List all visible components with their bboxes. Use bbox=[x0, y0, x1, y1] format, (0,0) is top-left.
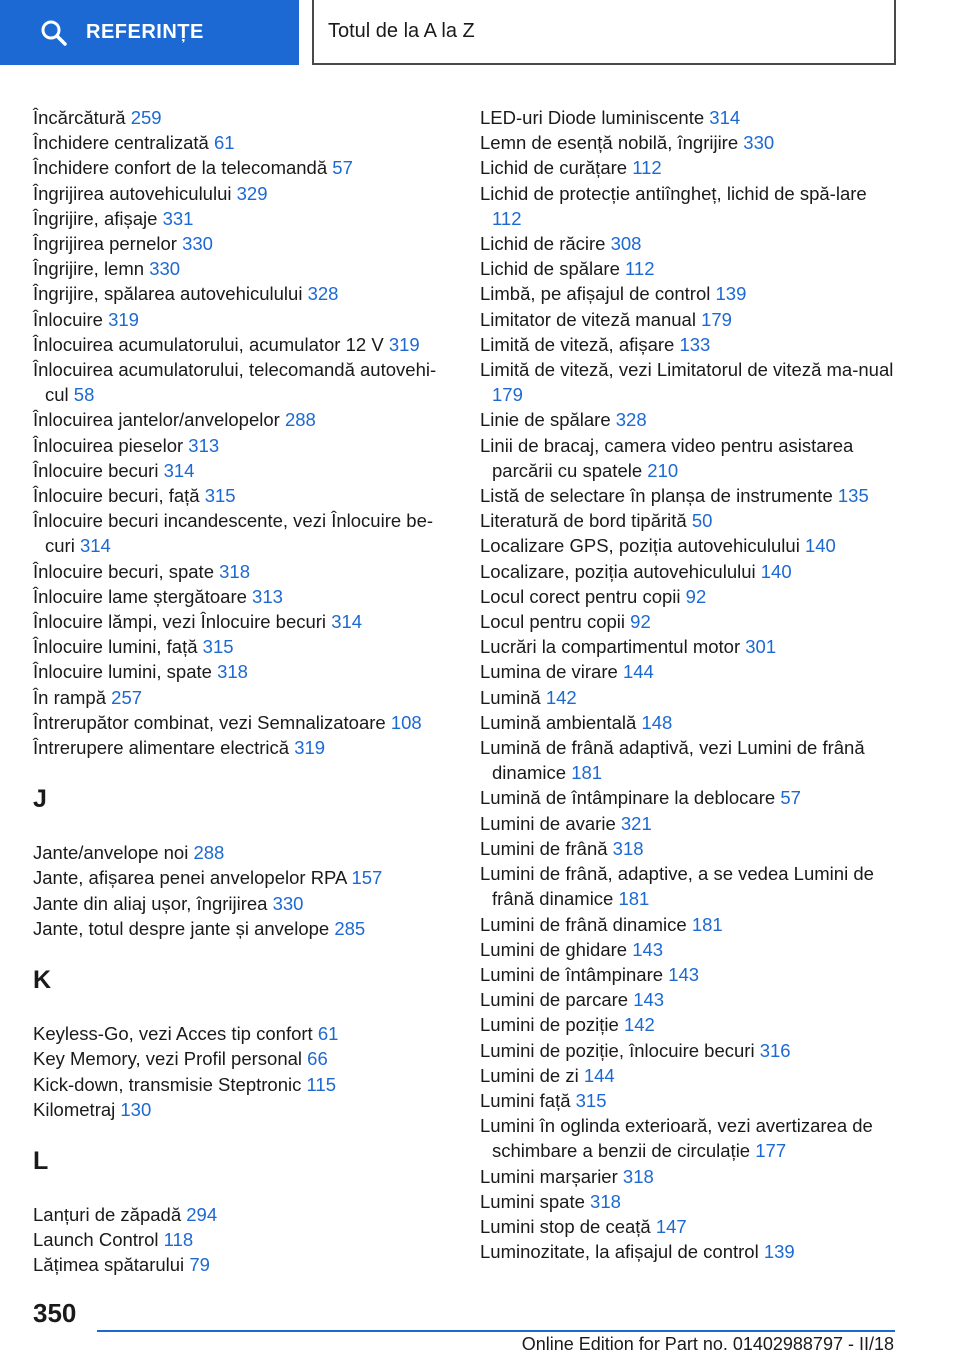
index-page-link[interactable]: 157 bbox=[351, 867, 383, 889]
index-page-link[interactable]: 331 bbox=[162, 207, 194, 229]
index-page-link[interactable]: 140 bbox=[760, 560, 792, 582]
index-entry bbox=[480, 685, 900, 710]
index-entry bbox=[480, 1088, 900, 1113]
index-entry-text: Înlocuire becuri bbox=[33, 459, 159, 481]
index-page-link[interactable]: 257 bbox=[111, 686, 143, 708]
index-entry-text: Lemn de esență nobilă, îngrijire bbox=[480, 132, 739, 154]
index-entry-text: Keyless-Go, vezi Acces tip confort bbox=[33, 1023, 313, 1045]
index-entry bbox=[33, 181, 453, 206]
index-entry bbox=[33, 1021, 453, 1046]
index-entry-text: Înlocuirea acumulatorului, telecomandă autovehi‐cul bbox=[33, 359, 437, 406]
index-entry bbox=[480, 231, 900, 256]
index-page-link[interactable]: 315 bbox=[575, 1089, 607, 1111]
index-entry bbox=[480, 659, 900, 684]
index-page-link[interactable]: 179 bbox=[492, 384, 523, 406]
index-page-link[interactable]: 79 bbox=[189, 1254, 210, 1276]
index-entry bbox=[33, 609, 453, 634]
index-entry-text: Limbă, pe afișajul de control bbox=[480, 283, 711, 305]
index-entry bbox=[33, 256, 453, 281]
index-entry-text: Încărcătură bbox=[33, 107, 126, 128]
index-entry-text: Lumină bbox=[480, 686, 541, 708]
index-page-link[interactable]: 314 bbox=[709, 107, 741, 128]
index-entry bbox=[33, 130, 453, 155]
index-entry bbox=[33, 407, 453, 432]
index-entry-text: Îngrijire, afișaje bbox=[33, 207, 158, 229]
index-page-link[interactable]: 318 bbox=[622, 1165, 654, 1187]
index-page-link[interactable]: 57 bbox=[332, 157, 353, 179]
index-entry bbox=[480, 785, 900, 810]
index-entry bbox=[480, 281, 900, 306]
index-entry bbox=[480, 155, 900, 180]
index-page-link[interactable]: 318 bbox=[590, 1190, 621, 1212]
index-entry-text: Închidere centralizată bbox=[33, 132, 209, 154]
index-page-link[interactable]: 115 bbox=[306, 1073, 336, 1095]
index-page-link[interactable]: 330 bbox=[743, 132, 775, 154]
index-page-link[interactable]: 112 bbox=[625, 258, 655, 280]
index-entry bbox=[33, 332, 453, 357]
index-entry-text: Localizare GPS, poziția autovehiculului bbox=[480, 535, 800, 557]
index-entry-text: Lichid de curățare bbox=[480, 157, 628, 179]
index-entry bbox=[480, 559, 900, 584]
index-entry-text: Lumini de poziție, înlocuire becuri bbox=[480, 1039, 755, 1061]
index-entry-text: Înlocuirea acumulatorului, acumulator 12 V bbox=[33, 333, 384, 355]
index-entry-text: Localizare, poziția autovehiculului bbox=[480, 560, 756, 582]
index-entry-text: Îngrijirea pernelor bbox=[33, 233, 177, 255]
index-page-link[interactable]: 316 bbox=[759, 1039, 791, 1061]
index-page-link[interactable]: 315 bbox=[202, 636, 234, 658]
index-entry bbox=[480, 1063, 900, 1088]
index-entry bbox=[480, 407, 900, 432]
index-entry bbox=[33, 685, 453, 710]
index-entry-text: Lichid de protecție antiîngheț, lichid de spă‐lare bbox=[480, 182, 867, 204]
index-entry-text: Lumini de frână, adaptive, a se vedea Lumini de frână dinamice bbox=[480, 863, 874, 910]
index-entry-text: Lumini de parcare bbox=[480, 989, 629, 1011]
index-entry-text: Linie de spălare bbox=[480, 409, 611, 431]
index-entry bbox=[480, 307, 900, 332]
section-letter: K bbox=[33, 966, 52, 995]
index-page-link[interactable]: 314 bbox=[331, 611, 363, 633]
index-entry-text: Kick-down, transmisie Steptronic bbox=[33, 1073, 302, 1095]
index-entry bbox=[33, 483, 453, 508]
index-entry bbox=[33, 865, 453, 890]
tab-a-to-z-label: Totul de la A la Z bbox=[328, 20, 475, 42]
index-page-link[interactable]: 313 bbox=[188, 434, 220, 456]
index-entry bbox=[33, 559, 453, 584]
index-entry bbox=[480, 357, 900, 407]
index-page-link[interactable]: 318 bbox=[219, 560, 251, 582]
index-page-link[interactable]: 318 bbox=[217, 661, 248, 683]
index-page-link[interactable]: 301 bbox=[745, 636, 777, 658]
index-entry bbox=[33, 659, 453, 684]
index-entry bbox=[480, 1113, 900, 1163]
index-entry bbox=[480, 433, 900, 483]
index-page-link[interactable]: 314 bbox=[163, 459, 195, 481]
index-entry-text: Literatură de bord tipărită bbox=[480, 510, 687, 532]
index-entry-text: Lumină de întâmpinare la deblocare bbox=[480, 787, 776, 809]
index-entry-text: Linii de bracaj, camera video pentru asistarea parcării cu spatele bbox=[480, 434, 854, 481]
index-page-link[interactable]: 321 bbox=[620, 812, 652, 834]
tab-references-label: REFERINȚE bbox=[86, 21, 204, 43]
index-page-link[interactable]: 143 bbox=[633, 989, 665, 1011]
index-entry-text: Întrerupător combinat, vezi Semnalizatoare bbox=[33, 711, 386, 733]
index-entry bbox=[480, 735, 900, 785]
index-entry-text: Întrerupere alimentare electrică bbox=[33, 737, 290, 759]
index-entry-text: Listă de selectare în planșa de instrumente bbox=[480, 485, 833, 507]
index-entry-text: Jante, afișarea penei anvelopelor RPA bbox=[33, 867, 347, 889]
index-entry bbox=[480, 181, 900, 231]
index-entry-text: Jante/anvelope noi bbox=[33, 842, 189, 864]
index-entry-text: Lumină de frână adaptivă, vezi Lumini de frână dinamice bbox=[480, 737, 865, 784]
index-entry bbox=[33, 710, 453, 735]
index-entry-text: Key Memory, vezi Profil personal bbox=[33, 1048, 303, 1070]
index-entry bbox=[480, 962, 900, 987]
page-number: 350 bbox=[33, 1298, 77, 1328]
index-entry bbox=[480, 836, 900, 861]
index-page-link[interactable]: 319 bbox=[294, 737, 326, 759]
index-entry bbox=[480, 1214, 900, 1239]
index-entry-text: Lumini de frână dinamice bbox=[480, 913, 687, 935]
index-page-link[interactable]: 142 bbox=[545, 686, 577, 708]
index-page-link[interactable]: 142 bbox=[623, 1014, 655, 1036]
index-entry bbox=[480, 1038, 900, 1063]
index-entry-text: Înlocuire becuri incandescente, vezi Înlocuire be‐curi bbox=[33, 510, 434, 557]
index-page-link[interactable]: 314 bbox=[79, 535, 111, 557]
index-page-link[interactable]: 140 bbox=[804, 535, 836, 557]
index-page-link[interactable]: 143 bbox=[632, 938, 664, 960]
index-page-link[interactable]: 118 bbox=[163, 1229, 194, 1251]
index-entry bbox=[33, 1046, 453, 1071]
index-page-link[interactable]: 181 bbox=[571, 762, 603, 784]
index-entry-text: Înlocuire lămpi, vezi Înlocuire becuri bbox=[33, 611, 327, 633]
index-entry bbox=[480, 634, 900, 659]
index-page-link[interactable]: 139 bbox=[715, 283, 747, 305]
index-page-link[interactable]: 181 bbox=[691, 913, 723, 935]
index-entry bbox=[480, 533, 900, 558]
index-entry-text: Luminozitate, la afișajul de control bbox=[480, 1241, 759, 1263]
index-entry bbox=[33, 357, 453, 407]
index-page-link[interactable]: 319 bbox=[388, 333, 420, 355]
index-page-link[interactable]: 330 bbox=[272, 892, 304, 914]
index-page-link[interactable]: 318 bbox=[612, 837, 644, 859]
index-entry-text: Lumini marșarier bbox=[480, 1165, 618, 1187]
index-entry-text: În rampă bbox=[33, 686, 107, 708]
index-page-link[interactable]: 179 bbox=[701, 308, 732, 330]
index-entry-text: Îngrijire, spălarea autovehiculului bbox=[33, 283, 303, 305]
index-page-link[interactable]: 144 bbox=[583, 1064, 615, 1086]
index-entry bbox=[33, 508, 453, 558]
index-entry bbox=[33, 433, 453, 458]
section-letter: J bbox=[33, 785, 47, 814]
index-page-link[interactable]: 144 bbox=[622, 661, 654, 683]
index-page-link[interactable]: 108 bbox=[390, 711, 422, 733]
index-entry-text: Locul pentru copii bbox=[480, 611, 626, 633]
index-entry-text: Înlocuire becuri, spate bbox=[33, 560, 214, 582]
index-page-link[interactable]: 285 bbox=[334, 917, 366, 939]
index-entry bbox=[480, 332, 900, 357]
index-entry-text: Lumini de frână bbox=[480, 837, 608, 859]
index-entry bbox=[33, 155, 453, 180]
index-page-link[interactable]: 92 bbox=[630, 611, 651, 633]
index-entry bbox=[480, 584, 900, 609]
index-entry-text: Închidere confort de la telecomandă bbox=[33, 157, 328, 179]
index-entry-text: Jante, totul despre jante și anvelope bbox=[33, 917, 330, 939]
index-entry-text: Înlocuire bbox=[33, 308, 103, 330]
index-entry-text: Lumini în oglinda exterioară, vezi avertizarea de schimbare a benzii de circulație bbox=[480, 1115, 873, 1162]
index-entry bbox=[33, 458, 453, 483]
index-entry-text: Înlocuire lame ștergătoare bbox=[33, 585, 247, 607]
index-entry-text: LED-uri Diode luminiscente bbox=[480, 107, 705, 128]
footer-divider bbox=[97, 1330, 895, 1332]
index-entry bbox=[33, 1227, 453, 1252]
index-page-link[interactable]: 288 bbox=[284, 409, 316, 431]
index-page-link[interactable]: 181 bbox=[618, 888, 650, 910]
index-page-link[interactable]: 330 bbox=[182, 233, 213, 255]
index-entry bbox=[33, 231, 453, 256]
index-column-left bbox=[33, 105, 453, 1278]
index-page-link[interactable]: 177 bbox=[755, 1140, 787, 1162]
index-entry-text: Lumini față bbox=[480, 1089, 571, 1111]
index-page-link[interactable]: 92 bbox=[685, 585, 707, 607]
index-entry bbox=[33, 206, 453, 231]
index-entry-text: Lumini de zi bbox=[480, 1064, 579, 1086]
index-page-link[interactable]: 210 bbox=[647, 459, 679, 481]
index-entry bbox=[33, 1252, 453, 1277]
index-page-link[interactable]: 112 bbox=[492, 207, 522, 229]
index-page-link[interactable]: 148 bbox=[641, 711, 673, 733]
index-page-link[interactable]: 58 bbox=[73, 384, 95, 406]
index-entry bbox=[480, 483, 900, 508]
index-entry-text: Lichid de spălare bbox=[480, 258, 620, 280]
index-entry bbox=[33, 916, 453, 941]
index-page-link[interactable]: 330 bbox=[149, 258, 181, 280]
index-entry-text: Lumini de poziție bbox=[480, 1014, 619, 1036]
index-page-link[interactable]: 288 bbox=[193, 842, 225, 864]
index-entry-text: Lichid de răcire bbox=[480, 233, 606, 255]
index-entry-text: Lumini de întâmpinare bbox=[480, 963, 664, 985]
index-page-link[interactable]: 147 bbox=[655, 1215, 687, 1237]
index-entry-text: Lumina de virare bbox=[480, 661, 618, 683]
index-entry bbox=[480, 609, 900, 634]
index-entry bbox=[480, 710, 900, 735]
tab-references[interactable] bbox=[0, 0, 299, 65]
section-letter: L bbox=[33, 1146, 49, 1175]
index-entry-text: Limitator de viteză manual bbox=[480, 308, 696, 330]
index-page-link[interactable]: 50 bbox=[691, 510, 713, 532]
index-entry bbox=[480, 912, 900, 937]
index-entry bbox=[33, 1097, 453, 1122]
index-page-link[interactable]: 112 bbox=[632, 157, 662, 179]
index-page-link[interactable]: 130 bbox=[120, 1098, 152, 1120]
index-entry-text: Lumini de avarie bbox=[480, 812, 616, 834]
index-entry-text: Înlocuirea jantelor/anvelopelor bbox=[33, 409, 280, 431]
index-entry-text: Lumină ambientală bbox=[480, 711, 637, 733]
index-entry bbox=[480, 1189, 900, 1214]
index-entry bbox=[480, 1012, 900, 1037]
search-icon bbox=[40, 19, 68, 47]
index-entry bbox=[33, 1072, 453, 1097]
index-entry-text: Lucrări la compartimentul motor bbox=[480, 636, 741, 658]
index-entry bbox=[33, 840, 453, 865]
index-page-link[interactable]: 61 bbox=[214, 132, 235, 154]
index-page-link[interactable]: 329 bbox=[236, 182, 268, 204]
index-entry bbox=[33, 584, 453, 609]
index-entry-text: Lumini spate bbox=[480, 1190, 585, 1212]
index-page-link[interactable]: 135 bbox=[837, 485, 869, 507]
index-entry-text: Lanțuri de zăpadă bbox=[33, 1203, 182, 1225]
index-entry bbox=[480, 256, 900, 281]
edition-footer: Online Edition for Part no. 01402988797 - II/18 bbox=[521, 1334, 894, 1354]
index-page-link[interactable]: 57 bbox=[780, 787, 801, 809]
index-entry-text: Kilometraj bbox=[33, 1098, 116, 1120]
index-page-link[interactable]: 139 bbox=[763, 1241, 795, 1263]
index-entry-text: Înlocuire lumini, față bbox=[33, 636, 198, 658]
index-entry bbox=[480, 1164, 900, 1189]
index-entry-text: Lumini stop de ceață bbox=[480, 1215, 651, 1237]
index-entry bbox=[33, 735, 453, 760]
index-entry-text: Înlocuire lumini, spate bbox=[33, 661, 212, 683]
index-entry-text: Limită de viteză, afișare bbox=[480, 333, 675, 355]
index-page-link[interactable]: 328 bbox=[307, 283, 339, 305]
index-entry-text: Înlocuirea pieselor bbox=[33, 434, 184, 456]
index-entry-text: Locul corect pentru copii bbox=[480, 585, 681, 607]
index-page-link[interactable]: 143 bbox=[668, 963, 700, 985]
index-entry bbox=[480, 937, 900, 962]
index-entry bbox=[33, 1202, 453, 1227]
index-page-link[interactable]: 315 bbox=[204, 485, 236, 507]
index-entry bbox=[480, 130, 900, 155]
index-entry-text: Lumini de ghidare bbox=[480, 938, 628, 960]
index-entry bbox=[33, 281, 453, 306]
index-entry-text: Îngrijirea autovehiculului bbox=[33, 182, 232, 204]
index-page-link[interactable]: 313 bbox=[252, 585, 283, 607]
index-entry-text: Limită de viteză, vezi Limitatorul de viteză ma‐nual bbox=[480, 359, 894, 381]
index-entry bbox=[480, 1239, 900, 1264]
index-column-right bbox=[480, 105, 900, 1264]
index-page-link[interactable]: 66 bbox=[307, 1048, 328, 1070]
index-page-link[interactable]: 61 bbox=[317, 1023, 339, 1045]
index-entry bbox=[33, 634, 453, 659]
index-entry bbox=[480, 508, 900, 533]
index-entry bbox=[33, 891, 453, 916]
index-entry bbox=[33, 307, 453, 332]
index-entry bbox=[33, 105, 453, 130]
index-page-link[interactable]: 319 bbox=[108, 308, 139, 330]
index-entry-text: Lățimea spătarului bbox=[33, 1254, 185, 1276]
index-entry-text: Îngrijire, lemn bbox=[33, 258, 145, 280]
index-page-link[interactable]: 294 bbox=[186, 1203, 218, 1225]
index-entry bbox=[480, 861, 900, 911]
index-page-link[interactable]: 328 bbox=[615, 409, 647, 431]
index-entry-text: Jante din aliaj ușor, îngrijirea bbox=[33, 892, 268, 914]
index-entry bbox=[480, 811, 900, 836]
index-entry-text: Înlocuire becuri, față bbox=[33, 485, 200, 507]
index-entry-text: Launch Control bbox=[33, 1229, 159, 1251]
index-page-link[interactable]: 259 bbox=[130, 107, 162, 128]
index-entry bbox=[480, 987, 900, 1012]
index-page-link[interactable]: 308 bbox=[610, 233, 642, 255]
index-entry bbox=[480, 105, 900, 130]
tab-a-to-z[interactable] bbox=[312, 0, 896, 65]
index-page-link[interactable]: 133 bbox=[679, 333, 711, 355]
